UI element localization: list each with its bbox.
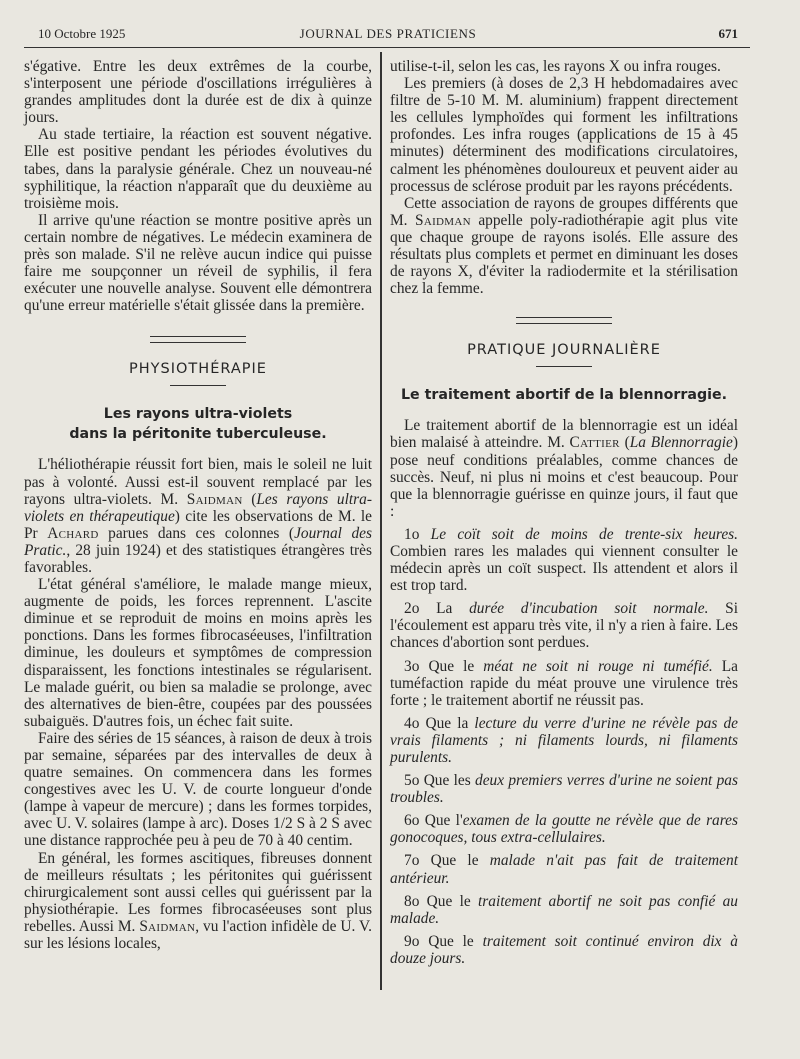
condition-number: 5o: [404, 772, 420, 790]
journal-reference: Journal des Pratic.: [24, 524, 372, 559]
left-column: [24, 58, 372, 952]
condition-number: 6o: [404, 812, 420, 830]
paragraph: s'égative. Entre les deux extrêmes de la courbe, s'interposent une période d'oscillations irrégulières à grandes amplitudes dont la durée est de dix à quinze jours.: [24, 58, 372, 127]
condition-item: 2o La durée d'incubation soit normale. Si l'écoulement est apparu très vite, il n'y a rien à faire. Les chances d'abortion sont perdues.: [390, 600, 738, 652]
condition-item: 5o Que les deux premiers verres d'urine ne soient pas troubles.: [390, 772, 738, 807]
condition-item: 6o Que l'examen de la goutte ne révèle que de rares gonocoques, tous extra-cellulaires.: [390, 812, 738, 847]
paragraph: Il arrive qu'une réaction se montre positive après un certain nombre de négatives. Le médecin examinera de près son malade. S'il ne relève aucun indice qui puisse faire me soupçonner un réveil de syphilis, il fera exécuter une nouvelle analyse. Souvent elle démontrera qu'une erreur matérielle s'était glissée dans la première.: [24, 211, 372, 315]
condition-number: 8o: [404, 892, 420, 910]
paragraph: L'état général s'améliore, le malade mange mieux, augmente de poids, les forces reprennent. L'ascite diminue et se reproduit de moins en moins après les ponctions. Dans les formes fibrocaséeuses, l'infiltration diminue, les douleurs et symptômes de compression disparaissent, les fonctions intestinales se régularisent. Le malade guérit, ou bien sa maladie se prolonge, avec des alternatives de bien-être, coupées par des poussées subaiguës. D'autres fois, un échec fait suite.: [24, 576, 372, 730]
condition-item: 4o Que la lecture du verre d'urine ne révèle pas de vrais filaments ; ni filaments lourds, ni filaments purulents.: [390, 714, 738, 766]
page-number: 671: [718, 26, 738, 41]
author-name: Cattier: [569, 434, 620, 452]
paragraph: Au stade tertiaire, la réaction est souvent négative. Elle est positive pendant les périodes évolutives du tabes, dans la paralysie générale. Chez un nouveau-né syphilitique, la réaction n'apparaît que du deuxième au troisième mois.: [24, 126, 372, 212]
author-name: Achard: [47, 524, 99, 542]
paragraph: Le traitement abortif de la blennorragie est un idéal bien malaisé à atteindre. M. Cattier (La Blennorragie) pose neuf conditions préalables, comme chances de succès. Neuf, ni plus ni moins et c'est beaucoup. Pour que la blennorragie guérisse en quinze jours, il faut que :: [390, 417, 738, 520]
page-header: [38, 26, 738, 44]
condition-item: 9o Que le traitement soit continué environ dix à douze jours.: [390, 932, 739, 967]
book-title: La Blennorragie: [629, 434, 733, 452]
issue-date: 10 Octobre 1925: [38, 26, 126, 41]
section-title: PHYSIOTHÉRAPIE: [129, 361, 267, 378]
paragraph: Faire des séries de 15 séances, à raison de deux à trois par semaine, séparées par des intervalles de deux à quatre semaines. On commencera dans les formes congestives avec les U. V. de courte longueur d'onde (lampe à vapeur de mercure) ; dans les formes torpides, avec U. V. solaires (lampe à arc). Doses 1/2 S à 2 S avec une distance rapprochée peu à peu de 70 à 40 centim.: [24, 729, 372, 850]
condition-number: 7o: [404, 852, 420, 870]
article-title-line: dans la péritonite tuberculeuse.: [69, 426, 327, 443]
condition-item: 1o Le coït soit de moins de trente-six heures. Combien rares les malades qui viennent consulter le médecin après un coït suspect. Ils attendent et alors il est trop tard.: [390, 525, 738, 595]
author-name: Saidman: [414, 211, 471, 229]
paragraph: utilise-t-il, selon les cas, les rayons X ou infra rouges.: [390, 58, 721, 75]
condition-number: 1o: [404, 525, 420, 543]
condition-item: 7o Que le malade n'ait pas fait de traitement antérieur.: [390, 852, 738, 887]
section-title: PRATIQUE JOURNALIÈRE: [467, 342, 661, 359]
condition-number: 9o: [404, 932, 420, 950]
paragraph: En général, les formes ascitiques, fibreuses donnent de meilleurs résultats ; les péritonites qui guérissent chirurgicalement sont aussi celles qui guérissent par la physiothérapie. Les formes fibrocaséeuses sont plus rebelles. Aussi M. Saidman, vu l'action infidèle de U. V. sur les lésions locales,: [24, 849, 372, 953]
condition-number: 3o: [404, 657, 420, 675]
article-title-line: Les rayons ultra-violets: [103, 406, 293, 423]
condition-number: 4o: [404, 714, 420, 732]
book-title: Les rayons ultra-violets en thérapeutique: [24, 490, 372, 525]
paragraph: Les premiers (à doses de 2,3 H hebdomadaires avec filtre de 5-10 M. M. aluminium) frappent directement les cellules lymphoïdes qui forment les infiltrations profondes. Les infra rouges (applications de 15 à 45 minutes) déterminent des modifications circulatoires, calment les phénomènes douloureux et peuvent aider au processus de sclérose produit par les rayons précédents.: [390, 75, 738, 195]
condition-item: 3o Que le méat ne soit ni rouge ni tuméfié. La tuméfaction rapide du méat prouve une virulence très forte ; le traitement abortif ne réussit pas.: [390, 657, 738, 709]
condition-item: 8o Que le traitement abortif ne soit pas confié au malade.: [390, 892, 738, 927]
paragraph: Cette association de rayons de groupes différents que M. Saidman appelle poly-radiothérapie agit plus vite que chaque groupe de rayons isolés. Elle assure des résultats plus complets et permet en diminuant les doses de rayons X, d'éviter la radiodermite et la stérilisation chez la femme.: [390, 194, 738, 298]
paragraph: L'héliothérapie réussit fort bien, mais le soleil ne luit pas à volonté. Aussi est-il souvent remplacé par les rayons ultra-violets. M. Saidman (Les rayons ultra-violets en thérapeutique) cite les observations de M. le Pr Achard parues dans ces colonnes (Journal des Pratic., 28 juin 1924) et des statistiques étrangères très favorables.: [24, 456, 373, 576]
journal-title: JOURNAL DES PRATICIENS: [299, 26, 477, 41]
column-divider: [380, 52, 382, 990]
article-title: [24, 404, 372, 444]
section-separator: [516, 317, 612, 324]
section-separator: [150, 336, 246, 343]
header-rule: [24, 47, 750, 48]
author-name: Saidman: [139, 917, 196, 935]
condition-number: 2o: [404, 600, 420, 618]
right-column: [390, 58, 738, 967]
author-name: Saidman: [186, 490, 243, 508]
article-title: Le traitement abortif de la blennorragie.: [401, 387, 727, 404]
